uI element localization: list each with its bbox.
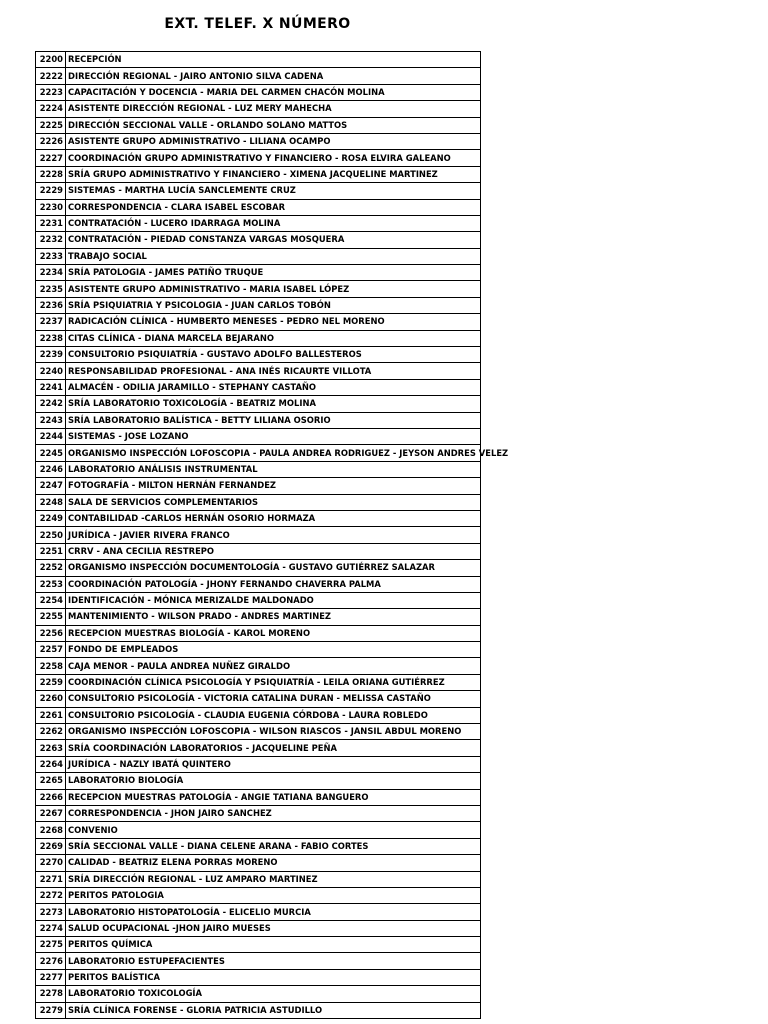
extensions-table-body [36, 52, 509, 1019]
extension-owner: CORRESPONDENCIA - CLARA ISABEL ESCOBAR [66, 199, 481, 215]
extension-owner: PERITOS PATOLOGIA [66, 887, 481, 903]
table-row [36, 724, 481, 740]
extension-owner: SRÍA COORDINACIÓN LABORATORIOS - JACQUELINE PEÑA [66, 740, 481, 756]
extension-number: 2229 [36, 183, 66, 199]
table-row [36, 691, 481, 707]
extension-number: 2247 [36, 478, 66, 494]
table-row [36, 887, 481, 903]
table-row [36, 215, 481, 231]
extension-owner: ORGANISMO INSPECCIÓN DOCUMENTOLOGÍA - GUSTAVO GUTIÉRREZ SALAZAR [66, 560, 481, 576]
extension-number: 2234 [36, 265, 66, 281]
table-row [36, 183, 481, 199]
extension-number: 2253 [36, 576, 66, 592]
table-row [36, 330, 481, 346]
table-row [36, 937, 481, 953]
extension-owner: CONTRATACIÓN - PIEDAD CONSTANZA VARGAS MOSQUERA [66, 232, 481, 248]
extension-number: 2271 [36, 871, 66, 887]
table-row [36, 789, 481, 805]
extension-owner: COORDINACIÓN PATOLOGÍA - JHONY FERNANDO CHAVERRA PALMA [66, 576, 481, 592]
extension-owner: COORDINACIÓN GRUPO ADMINISTRATIVO Y FINANCIERO - ROSA ELVIRA GALEANO [66, 150, 481, 166]
table-row [36, 527, 481, 543]
extension-owner: RECEPCION MUESTRAS PATOLOGÍA - ANGIE TATIANA BANGUERO [66, 789, 481, 805]
extension-owner: ASISTENTE GRUPO ADMINISTRATIVO - MARIA ISABEL LÓPEZ [66, 281, 481, 297]
table-row [36, 986, 481, 1002]
table-row [36, 363, 481, 379]
extension-owner: CONTRATACIÓN - LUCERO IDARRAGA MOLINA [66, 215, 481, 231]
table-row [36, 494, 481, 510]
table-row [36, 428, 481, 444]
extension-owner: SISTEMAS - JOSE LOZANO [66, 428, 481, 444]
page-title: EXT. TELEF. X NÚMERO [164, 16, 351, 32]
table-row [36, 150, 481, 166]
extension-owner: RECEPCION MUESTRAS BIOLOGÍA - KAROL MORENO [66, 625, 481, 641]
extension-number: 2277 [36, 969, 66, 985]
extension-number: 2251 [36, 543, 66, 559]
extension-owner: DIRECCIÓN REGIONAL - JAIRO ANTONIO SILVA CADENA [66, 68, 481, 84]
extension-number: 2249 [36, 510, 66, 526]
extension-number: 2250 [36, 527, 66, 543]
table-row [36, 871, 481, 887]
extension-owner: LABORATORIO ANÁLISIS INSTRUMENTAL [66, 461, 481, 477]
extension-owner: TRABAJO SOCIAL [66, 248, 481, 264]
extension-number: 2261 [36, 707, 66, 723]
table-row [36, 560, 481, 576]
table-row [36, 904, 481, 920]
table-row [36, 920, 481, 936]
extension-owner: ASISTENTE GRUPO ADMINISTRATIVO - LILIANA OCAMPO [66, 133, 481, 149]
extension-number: 2274 [36, 920, 66, 936]
table-row [36, 412, 481, 428]
extension-number: 2235 [36, 281, 66, 297]
extension-owner: SRÍA PATOLOGIA - JAMES PATIÑO TRUQUE [66, 265, 481, 281]
extension-owner: SRÍA PSIQUIATRIA Y PSICOLOGIA - JUAN CARLOS TOBÓN [66, 297, 481, 313]
extension-number: 2265 [36, 773, 66, 789]
extension-owner: ORGANISMO INSPECCIÓN LOFOSCOPIA - WILSON RIASCOS - JANSIL ABDUL MORENO [66, 724, 481, 740]
extension-number: 2260 [36, 691, 66, 707]
extension-number: 2278 [36, 986, 66, 1002]
table-row [36, 133, 481, 149]
extension-number: 2237 [36, 314, 66, 330]
extension-owner: COORDINACIÓN CLÍNICA PSICOLOGÍA Y PSIQUIATRÍA - LEILA ORIANA GUTIÉRREZ [66, 674, 481, 690]
extension-owner: LABORATORIO BIOLOGÍA [66, 773, 481, 789]
table-row [36, 68, 481, 84]
extension-number: 2256 [36, 625, 66, 641]
extensions-table [35, 51, 509, 1019]
extension-number: 2258 [36, 658, 66, 674]
extension-owner: FOTOGRAFÍA - MILTON HERNÁN FERNANDEZ [66, 478, 481, 494]
extension-number: 2268 [36, 822, 66, 838]
extension-number: 2226 [36, 133, 66, 149]
extension-number: 2267 [36, 805, 66, 821]
extension-owner: SRÍA GRUPO ADMINISTRATIVO Y FINANCIERO - XIMENA JACQUELINE MARTINEZ [66, 166, 481, 182]
table-row [36, 117, 481, 133]
extension-owner: PERITOS BALÍSTICA [66, 969, 481, 985]
table-row [36, 756, 481, 772]
extension-owner: CONSULTORIO PSIQUIATRÍA - GUSTAVO ADOLFO BALLESTEROS [66, 347, 481, 363]
table-row [36, 625, 481, 641]
table-row [36, 576, 481, 592]
extension-number: 2266 [36, 789, 66, 805]
extension-owner: DIRECCIÓN SECCIONAL VALLE - ORLANDO SOLANO MATTOS [66, 117, 481, 133]
extension-number: 2276 [36, 953, 66, 969]
extension-number: 2238 [36, 330, 66, 346]
extension-owner: LABORATORIO TOXICOLOGÍA [66, 986, 481, 1002]
extension-owner: CITAS CLÍNICA - DIANA MARCELA BEJARANO [66, 330, 481, 346]
table-row [36, 510, 481, 526]
table-row [36, 396, 481, 412]
table-row [36, 461, 481, 477]
table-row [36, 445, 481, 461]
extension-number: 2279 [36, 1002, 66, 1018]
extension-owner: RESPONSABILIDAD PROFESIONAL - ANA INÉS RICAURTE VILLOTA [66, 363, 481, 379]
table-row [36, 969, 481, 985]
extension-owner: SRÍA LABORATORIO TOXICOLOGÍA - BEATRIZ MOLINA [66, 396, 481, 412]
extension-owner: SRÍA CLÍNICA FORENSE - GLORIA PATRICIA ASTUDILLO [66, 1002, 481, 1018]
extension-number: 2245 [36, 445, 66, 461]
extension-owner: CALIDAD - BEATRIZ ELENA PORRAS MORENO [66, 855, 481, 871]
extension-owner: JURÍDICA - NAZLY IBATÁ QUINTERO [66, 756, 481, 772]
extension-number: 2270 [36, 855, 66, 871]
extension-owner: CAJA MENOR - PAULA ANDREA NUÑEZ GIRALDO [66, 658, 481, 674]
extension-number: 2241 [36, 379, 66, 395]
extension-number: 2228 [36, 166, 66, 182]
extension-owner: LABORATORIO ESTUPEFACIENTES [66, 953, 481, 969]
table-row [36, 1002, 481, 1018]
extension-owner: SISTEMAS - MARTHA LUCÍA SANCLEMENTE CRUZ [66, 183, 481, 199]
extension-number: 2223 [36, 84, 66, 100]
table-row [36, 199, 481, 215]
extension-number: 2254 [36, 592, 66, 608]
extension-number: 2243 [36, 412, 66, 428]
extension-owner: ORGANISMO INSPECCIÓN LOFOSCOPIA - PAULA ANDREA RODRIGUEZ - JEYSON ANDRES VELEZ [66, 445, 481, 461]
extension-number: 2246 [36, 461, 66, 477]
extension-owner: CRRV - ANA CECILIA RESTREPO [66, 543, 481, 559]
extension-owner: RADICACIÓN CLÍNICA - HUMBERTO MENESES - PEDRO NEL MORENO [66, 314, 481, 330]
extension-number: 2230 [36, 199, 66, 215]
table-row [36, 281, 481, 297]
table-row [36, 805, 481, 821]
extension-number: 2236 [36, 297, 66, 313]
extension-owner: MANTENIMIENTO - WILSON PRADO - ANDRES MARTINEZ [66, 609, 481, 625]
extension-number: 2259 [36, 674, 66, 690]
table-row [36, 232, 481, 248]
extension-owner: SRÍA LABORATORIO BALÍSTICA - BETTY LILIANA OSORIO [66, 412, 481, 428]
extension-number: 2273 [36, 904, 66, 920]
extension-owner: FONDO DE EMPLEADOS [66, 642, 481, 658]
extension-owner: PERITOS QUÍMICA [66, 937, 481, 953]
extension-owner: ASISTENTE DIRECCIÓN REGIONAL - LUZ MERY MAHECHA [66, 101, 481, 117]
extension-owner: CORRESPONDENCIA - JHON JAIRO SANCHEZ [66, 805, 481, 821]
extension-owner: IDENTIFICACIÓN - MÓNICA MERIZALDE MALDONADO [66, 592, 481, 608]
extension-number: 2269 [36, 838, 66, 854]
extension-owner: SRÍA SECCIONAL VALLE - DIANA CELENE ARANA - FABIO CORTES [66, 838, 481, 854]
extension-number: 2239 [36, 347, 66, 363]
table-row [36, 838, 481, 854]
extension-number: 2248 [36, 494, 66, 510]
extension-number: 2244 [36, 428, 66, 444]
extension-number: 2225 [36, 117, 66, 133]
extension-number: 2275 [36, 937, 66, 953]
table-row [36, 166, 481, 182]
table-row [36, 642, 481, 658]
extension-owner: RECEPCIÓN [66, 52, 481, 68]
extension-owner: SALA DE SERVICIOS COMPLEMENTARIOS [66, 494, 481, 510]
extension-number: 2263 [36, 740, 66, 756]
table-row [36, 101, 481, 117]
extension-owner: LABORATORIO HISTOPATOLOGÍA - ELICELIO MURCIA [66, 904, 481, 920]
table-row [36, 84, 481, 100]
extension-number: 2233 [36, 248, 66, 264]
extension-number: 2231 [36, 215, 66, 231]
extension-owner: CONSULTORIO PSICOLOGÍA - VICTORIA CATALINA DURAN - MELISSA CASTAÑO [66, 691, 481, 707]
table-row [36, 314, 481, 330]
extension-number: 2252 [36, 560, 66, 576]
table-row [36, 773, 481, 789]
extension-number: 2264 [36, 756, 66, 772]
extension-owner: JURÍDICA - JAVIER RIVERA FRANCO [66, 527, 481, 543]
extension-number: 2242 [36, 396, 66, 412]
table-row [36, 248, 481, 264]
extension-number: 2272 [36, 887, 66, 903]
table-row [36, 953, 481, 969]
table-row [36, 543, 481, 559]
extension-owner: CONSULTORIO PSICOLOGÍA - CLAUDIA EUGENIA CÓRDOBA - LAURA ROBLEDO [66, 707, 481, 723]
table-row [36, 707, 481, 723]
extension-owner: SALUD OCUPACIONAL -JHON JAIRO MUESES [66, 920, 481, 936]
table-row [36, 822, 481, 838]
extension-number: 2222 [36, 68, 66, 84]
table-row [36, 265, 481, 281]
extension-number: 2257 [36, 642, 66, 658]
table-row [36, 674, 481, 690]
extension-number: 2224 [36, 101, 66, 117]
extension-number: 2232 [36, 232, 66, 248]
extension-number: 2240 [36, 363, 66, 379]
table-row [36, 592, 481, 608]
table-row [36, 478, 481, 494]
table-row [36, 609, 481, 625]
extension-number: 2255 [36, 609, 66, 625]
table-row [36, 740, 481, 756]
extension-owner: ALMACÉN - ODILIA JARAMILLO - STEPHANY CASTAÑO [66, 379, 481, 395]
extension-owner: CONTABILIDAD -CARLOS HERNÁN OSORIO HORMAZA [66, 510, 481, 526]
extension-number: 2262 [36, 724, 66, 740]
extension-owner: SRÍA DIRECCIÓN REGIONAL - LUZ AMPARO MARTINEZ [66, 871, 481, 887]
extension-number: 2200 [36, 52, 66, 68]
table-row [36, 52, 481, 68]
extension-owner: CAPACITACIÓN Y DOCENCIA - MARIA DEL CARMEN CHACÓN MOLINA [66, 84, 481, 100]
table-row [36, 658, 481, 674]
table-row [36, 347, 481, 363]
table-row [36, 855, 481, 871]
extension-owner: CONVENIO [66, 822, 481, 838]
extension-number: 2227 [36, 150, 66, 166]
table-row [36, 297, 481, 313]
table-row [36, 379, 481, 395]
